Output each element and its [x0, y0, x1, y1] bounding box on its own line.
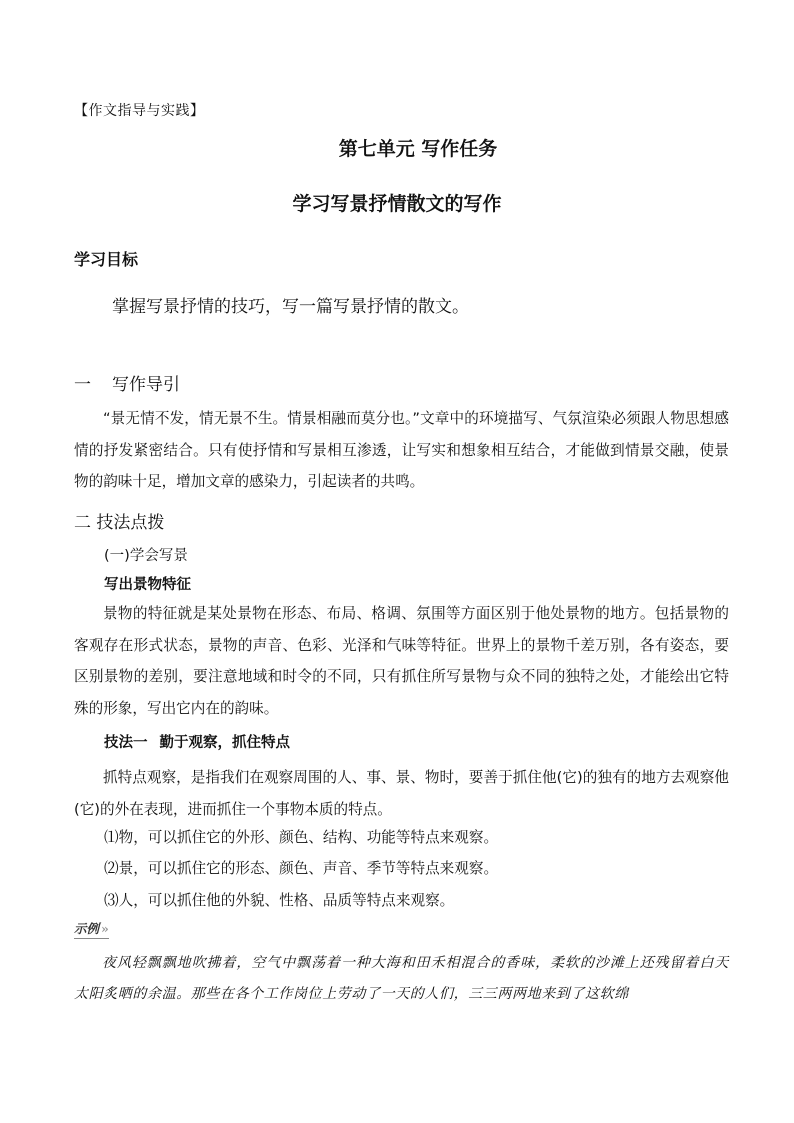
feature-paragraph: 景物的特征就是某处景物在形态、布局、格调、氛围等方面区别于他处景物的地方。包括景物的客观存在形式状态，景物的声音、色彩、光泽和气味等特征。世界上的景物千差万别，各有姿态，要区别景物的差别，要注意地域和时令的不同，只有抓住所写景物与众不同的独特之处，才能绘出它特殊的形象，写出它内在的韵味。 [74, 605, 729, 717]
page-subtitle: 学习写景抒情散文的写作 [292, 193, 502, 215]
example-paragraph: 夜风轻飘飘地吹拂着，空气中飘荡着一种大海和田禾相混合的香味，柔软的沙滩上还残留着白天太阳炙晒的余温。那些在各个工作岗位上劳动了一天的人们，三三两两地来到了这软绵 [74, 955, 729, 1002]
subsection-subheading: 写出景物特征 [104, 577, 191, 593]
section1-heading [74, 370, 180, 395]
learning-goal-text: 掌握写景抒情的技巧，写一篇写景抒情的散文。 [112, 297, 469, 317]
list-item: ⑵景，可以抓住它的形态、颜色、声音、季节等特点来观察。 [104, 860, 499, 877]
section1-paragraph: “景无情不发，情无景不生。情景相融而莫分也。”文章中的环境描写、气氛渲染必须跟人物思想感情的抒发紧密结合。只有使抒情和写景相互渗透，让写实和想象相互结合，才能做到情景交融，使景物的韵味十足，增加文章的感染力，引起读者的共鸣。 [74, 410, 729, 490]
example-label-text: 示例 [74, 921, 100, 936]
technique-heading [104, 731, 290, 752]
section1-title: 写作导引 [112, 375, 180, 395]
double-chevron-icon: » [101, 921, 109, 936]
learning-goal-heading: 学习目标 [74, 250, 139, 269]
technique-label: 技法一 [104, 735, 148, 751]
header-tag: 【作文指导与实践】 [74, 103, 205, 119]
observation-paragraph: 抓特点观察，是指我们在观察周围的人、事、景、物时，要善于抓住他(它)的独有的地方去观察他(它)的外在表现，进而抓住一个事物本质的特点。 [74, 769, 729, 818]
page-title: 第七单元 写作任务 [338, 138, 498, 160]
section1-number: 一 [74, 375, 91, 395]
section2-heading: 二 技法点拨 [74, 513, 165, 533]
list-item: ⑴物，可以抓住它的外形、颜色、结构、功能等特点来观察。 [104, 829, 499, 846]
list-item: ⑶人，可以抓住他的外貌、性格、品质等特点来观察。 [104, 892, 455, 909]
technique-title: 勤于观察，抓住特点 [159, 735, 290, 751]
subsection-heading: (一)学会写景 [104, 548, 188, 564]
example-label [74, 919, 109, 939]
